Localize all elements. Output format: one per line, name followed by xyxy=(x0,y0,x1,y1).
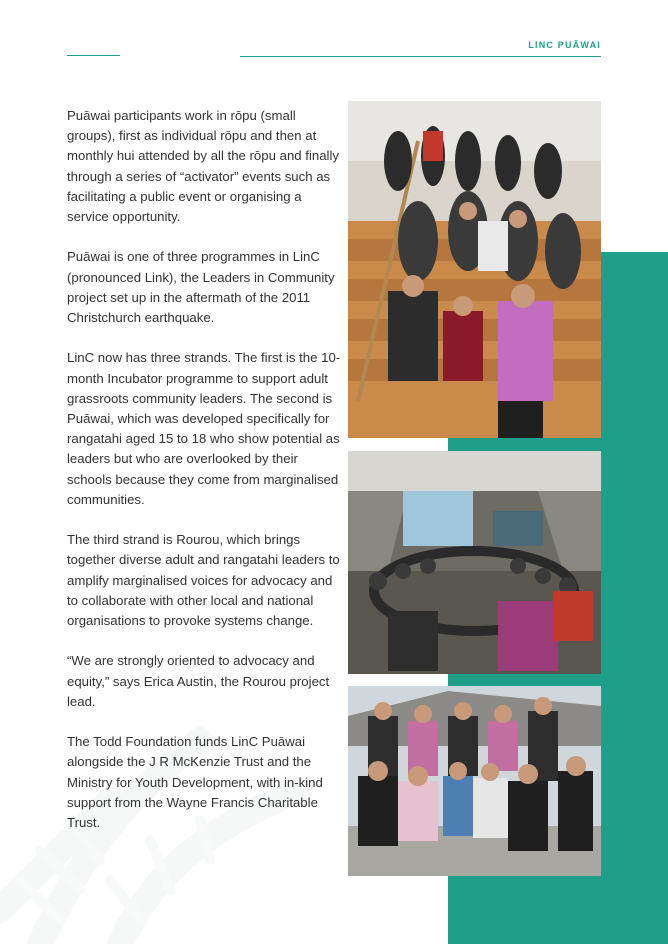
paragraph-1: Puāwai participants work in rōpu (small groups), first as individual rōpu and then at monthly hui attended by all the rōpu and finally through a series of “activator” events such as facilitating a public event or organising a service opportunity. xyxy=(67,108,339,225)
article-body xyxy=(67,106,342,853)
group-on-stairs-photo xyxy=(348,101,601,438)
paragraph-5: “We are strongly oriented to advocacy and equity,” says Erica Austin, the Rourou project lead. xyxy=(67,653,330,709)
paragraph-4: The third strand is Rourou, which brings together diverse adult and rangatahi leaders to amplify marginalised voices for advocacy and to collaborate with other local and national organisations to provoke systems change. xyxy=(67,532,340,629)
paragraph-2: Puāwai is one of three programmes in LinC (pronounced Link), the Leaders in Community project set up in the aftermath of the 2011 Christchurch earthquake. xyxy=(67,249,335,326)
header-rule-right xyxy=(240,56,601,57)
section-header-label: LINC PUĀWAI xyxy=(528,40,601,50)
meeting-room-circle-photo xyxy=(348,451,601,674)
paragraph-6: The Todd Foundation funds LinC Puāwai alongside the J R McKenzie Trust and the Ministry for Youth Development, with in-kind support from the Wayne Francis Charitable Trust. xyxy=(67,734,323,831)
paragraph-3: LinC now has three strands. The first is the 10-month Incubator programme to support adult grassroots community leaders. The second is Puāwai, which was developed specifically for rangatahi aged 15 to 18 who show potential as leaders but who are overlooked by their schools because they come from marginalised communities. xyxy=(67,350,341,507)
outdoor-group-photo xyxy=(348,686,601,876)
header-rule-left xyxy=(67,55,120,56)
